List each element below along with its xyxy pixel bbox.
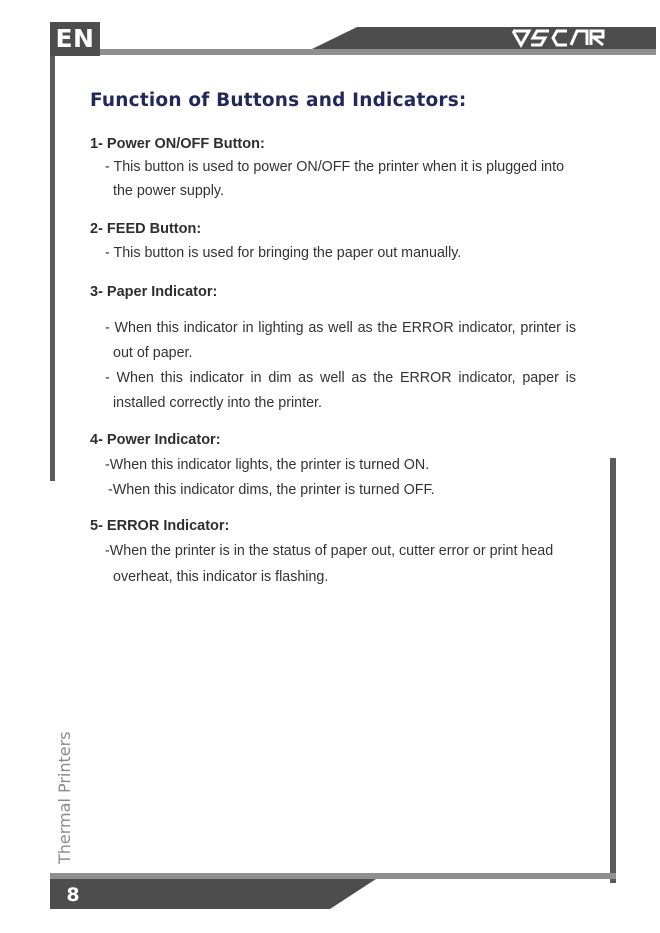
section-line: installed correctly into the printer. bbox=[113, 395, 322, 411]
section-line: the power supply. bbox=[113, 183, 224, 199]
page-number: 8 bbox=[66, 884, 80, 906]
left-margin-bar bbox=[50, 56, 55, 481]
brand-logo bbox=[511, 27, 605, 49]
section-heading-paper-indicator: 3- Paper Indicator: bbox=[90, 284, 218, 300]
section-line: - This button is used for bringing the paper out manually. bbox=[105, 245, 462, 261]
section-heading-error-indicator: 5- ERROR Indicator: bbox=[90, 518, 230, 534]
section-heading-feed-button: 2- FEED Button: bbox=[90, 221, 202, 237]
language-badge: EN bbox=[50, 22, 100, 56]
section-line: out of paper. bbox=[113, 345, 193, 361]
section-line: - When this indicator in dim as well as the ERROR indicator, paper is bbox=[105, 370, 576, 386]
section-line: overheat, this indicator is flashing. bbox=[113, 569, 329, 585]
right-margin-bar bbox=[610, 458, 616, 883]
section-line: -When the printer is in the status of paper out, cutter error or print head bbox=[105, 543, 554, 559]
section-line: -When this indicator dims, the printer is turned OFF. bbox=[108, 482, 435, 498]
section-line: - This button is used to power ON/OFF the printer when it is plugged into bbox=[105, 159, 565, 175]
page-title: Function of Buttons and Indicators: bbox=[90, 90, 467, 111]
section-line: -When this indicator lights, the printer is turned ON. bbox=[105, 457, 430, 473]
footer-band bbox=[0, 873, 660, 933]
section-heading-power-indicator: 4- Power Indicator: bbox=[90, 432, 221, 448]
section-heading-power-button: 1- Power ON/OFF Button: bbox=[90, 136, 265, 152]
section-line: - When this indicator in lighting as well as the ERROR indicator, printer is bbox=[105, 320, 576, 336]
side-label: Thermal Printers bbox=[55, 731, 74, 864]
